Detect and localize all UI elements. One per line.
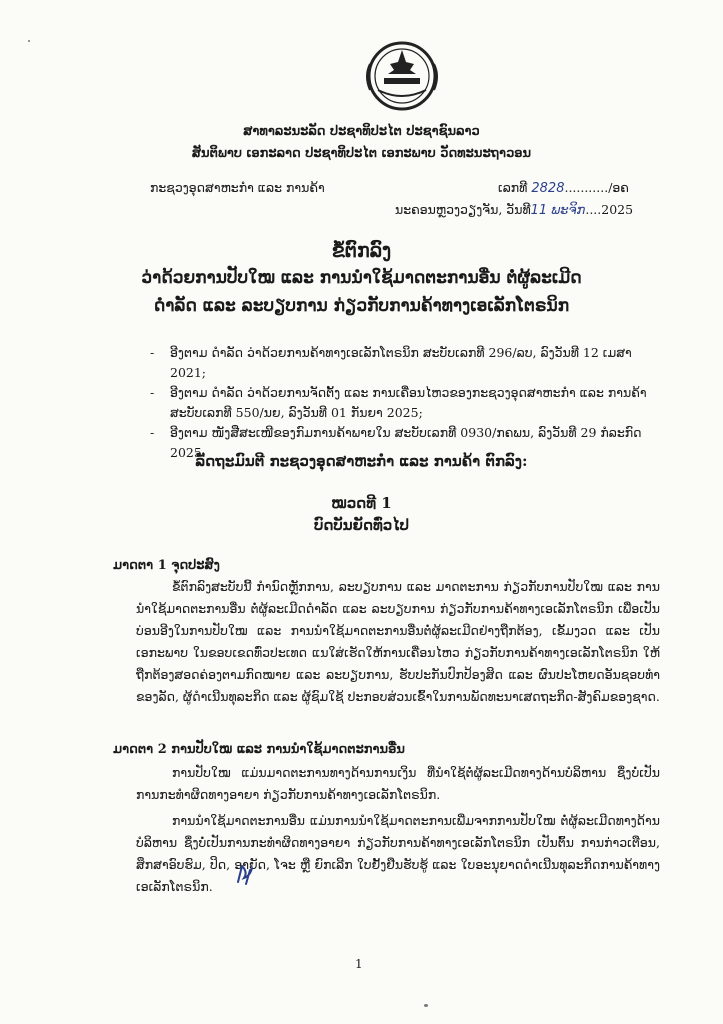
minister-decree: ລັດຖະມົນຕີ ກະຊວງອຸດສາຫະກຳ ແລະ ການຄ້າ ຕົກລົງ: <box>195 452 528 470</box>
article-2-title: ມາດຕາ 2 ການປັບໃໝ ແລະ ການນຳໃຊ້ມາດຕະການອື່ນ <box>113 742 405 757</box>
national-header-line2: ສັນຕິພາບ ເອກະລາດ ປະຊາທິປະໄຕ ເອກະພາບ ວັດທະນະຖາວອນ <box>191 146 532 161</box>
article-1-title: ມາດຕາ 1 ຈຸດປະສົງ <box>113 558 220 573</box>
document-subject-line1: ວ່າດ້ວຍການປັບໃໝ ແລະ ການນຳໃຊ້ມາດຕະການອື່ນ ຕໍ່ຜູ້ລະເມີດ <box>141 268 582 288</box>
number-dots: ........... <box>564 180 609 195</box>
article-2-paragraph-1: ການປັບໃໝ ແມ່ນມາດຕະການທາງດ້ານການເງິນ ທີ່ນຳໃຊ້ຕໍ່ຜູ້ລະເມີດທາງດ້ານບໍລິຫານ ຊຶ່ງບໍ່ເປັນການກະທຳຜິດທາງອາຍາ ກ່ຽວກັບການຄ້າທາງເອເລັກໂຕຣນິກ. <box>136 765 660 802</box>
page-number: 1 <box>355 957 363 971</box>
ministry-name: ກະຊວງອຸດສາຫະກຳ ແລະ ການຄ້າ <box>150 180 325 195</box>
scan-speck <box>28 40 30 42</box>
number-suffix: /ອຄ <box>608 180 629 195</box>
document-date <box>395 202 633 218</box>
chapter-name: ບົດບັນຍັດທົ່ວໄປ <box>313 516 410 534</box>
date-dots: .... <box>585 202 602 217</box>
date-prefix: ນະຄອນຫຼວງວຽງຈັນ, ວັນທີ <box>395 202 531 217</box>
article-2-paragraph-2: ການນຳໃຊ້ມາດຕະການອື່ນ ແມ່ນການນຳໃຊ້ມາດຕະການເພີ່ມຈາກການປັບໃໝ ຕໍ່ຜູ້ລະເມີດທາງດ້ານບໍລິຫານ ຊຶ່ງບໍ່ເປັນການກະທຳຜິດທາງອາຍາ ກ່ຽວກັບການຄ້າທາງເອເລັກໂຕຣນິກ ເປັນຕົ້ນ ການກ່າວເຕືອນ, ສຶກສາອົບຮົມ, ປິດ, ອາຍັດ, ໂຈະ ຫຼື ຍົກເລີກ ໃບຢັ້ງຢືນຮັບຮູ້ ແລະ ໃບອະນຸຍາດດຳເນີນທຸລະກິດການຄ້າທາງເອເລັກໂຕຣນິກ. <box>136 813 660 894</box>
lao-national-emblem <box>356 40 448 112</box>
date-value: 11 ພະຈິກ <box>530 203 586 218</box>
reference-item: - ອີງຕາມ ດຳລັດ ວ່າດ້ວຍການຄ້າທາງເອເລັກໂຕຣນິກ ສະບັບເລກທີ 296/ລບ, ລົງວັນທີ 12 ເມສາ 2021; <box>150 343 670 383</box>
scan-speck <box>424 1004 428 1007</box>
legal-references <box>150 343 670 463</box>
article-1-paragraph: ຂໍ້ຕົກລົງສະບັບນີ້ ກຳນົດຫຼັກການ, ລະບຽບການ ແລະ ມາດຕະການ ກ່ຽວກັບການປັບໃໝ ແລະ ການນຳໃຊ້ມາດຕະການອື່ນ ຕໍ່ຜູ້ລະເມີດດຳລັດ ແລະ ລະບຽບການ ກ່ຽວກັບການຄ້າທາງເອເລັກໂຕຣນິກ ເພື່ອເປັນບ່ອນອີງໃນການປັບໃໝ ແລະ ການນຳໃຊ້ມາດຕະການອື່ນຕໍ່ຜູ້ລະເມີດຢ່າງຖືກຕ້ອງ, ເຂັ້ມງວດ ແລະ ເປັນເອກະພາບ ໃນຂອບເຂດທົ່ວປະເທດ ແນໃສ່ເຮັດໃຫ້ການເຄື່ອນໄຫວ ກ່ຽວກັບການຄ້າທາງເອເລັກໂຕຣນິກ ໃຫ້ຖືກຕ້ອງສອດຄ່ອງຕາມກົດໝາຍ ແລະ ລະບຽບການ, ຮັບປະກັນປົກປ້ອງສິດ ແລະ ຜົນປະໂຫຍດອັນຊອບທຳຂອງລັດ, ຜູ້ດຳເນີນທຸລະກິດ ແລະ ຜູ້ຊົມໃຊ້ ປະກອບສ່ວນເຂົ້າໃນການພັດທະນາເສດຖະກິດ-ສັງຄົມຂອງຊາດ. <box>136 579 660 704</box>
handwritten-initial-mark <box>234 862 256 888</box>
document-subject-line2: ດຳລັດ ແລະ ລະບຽບການ ກ່ຽວກັບການຄ້າທາງເອເລັກໂຕຣນິກ <box>153 296 570 316</box>
document-title: ຂໍ້ຕົກລົງ <box>331 240 392 262</box>
reference-item: - ອີງຕາມ ດຳລັດ ວ່າດ້ວຍການຈັດຕັ້ງ ແລະ ການເຄື່ອນໄຫວຂອງກະຊວງອຸດສາຫະກຳ ແລະ ການຄ້າ ສະບັບເລກທີ 550/ນຍ, ລົງວັນທີ 01 ກັນຍາ 2025; <box>150 383 670 423</box>
reference-item: - ອີງຕາມ ໜັງສືສະເໜີຂອງກົມການຄ້າພາຍໃນ ສະບັບເລກທີ 0930/ກຄພນ, ລົງວັນທີ 29 ກໍລະກົດ 2025. <box>150 423 670 463</box>
date-year: 2025 <box>601 202 634 217</box>
chapter-number: ໝວດທີ 1 <box>331 494 392 512</box>
document-number <box>498 180 629 196</box>
number-label: ເລກທີ <box>498 180 528 195</box>
national-header-line1: ສາທາລະນະລັດ ປະຊາທິປະໄຕ ປະຊາຊົນລາວ <box>243 124 480 139</box>
number-value: 2828 <box>531 181 565 196</box>
